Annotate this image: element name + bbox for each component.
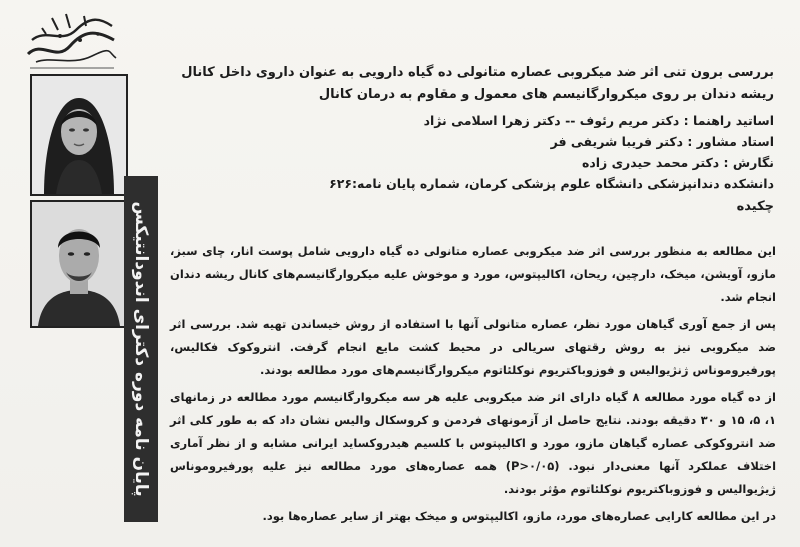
thesis-title: بررسی برون تنی اثر ضد میکروبی عصاره متانولی ده گیاه دارویی به عنوان داروی داخل کانال ریشه دندان بر روی میکروارگانیسم های معمول و مقاوم به درمان کانال [181, 65, 774, 102]
journal-logo [22, 10, 120, 72]
abstract-body [170, 240, 776, 532]
abstract-paragraph: از ده گیاه مورد مطالعه ۸ گیاه دارای اثر ضد میکروبی علیه هر سه میکروارگانیسم مورد مطالعه در زمانهای ۱، ۵، ۱۵ و ۳۰ دقیقه بودند. نتایج حاصل از آزمونهای فردمن و کروسکال والیس نشان داد که به طور کلی اثر ضد انتروکوکی عصاره گیاهان مازو، مورد و اکالیپتوس با کلسیم هیدروکساید ایرانی مشابه و از نظر آماری اختلاف عملکرد آنها معنی‌دار نبود. (P>۰/۰۵) همه عصاره‌های مورد مطالعه نیز علیه پورفیروموناس ژیژیوالیس و فوزوباکتریوم نوکلئاتوم مؤثر بودند. [170, 390, 777, 496]
abstract-heading: چکیده [736, 199, 774, 214]
male-author-photo [30, 200, 128, 328]
portrait-photo-icon [32, 202, 126, 326]
advisor-line: استاد مشاور : دکتر فریبا شریفی فر [550, 134, 774, 149]
institution-line: دانشکده دندانپزشکی دانشگاه علوم پزشکی کرمان، شماره پایان نامه:۶۲۶ [329, 176, 774, 191]
female-author-photo [30, 74, 128, 196]
thesis-metadata [170, 110, 774, 194]
author-line: نگارش : دکتر محمد حیدری زاده [581, 155, 774, 170]
abstract-paragraph: در این مطالعه کارایی عصاره‌های مورد، مازو، اکالیپتوس و میخک بهتر از سایر عصاره‌ها بود. [262, 509, 776, 523]
portrait-photo-icon [32, 76, 126, 194]
calligraphy-logo-icon [22, 10, 120, 72]
header-section [170, 62, 774, 218]
thesis-vertical-title: پایان نامه دوره دکترای اندودانتیکس [131, 201, 151, 497]
abstract-paragraph: پس از جمع آوری گیاهان مورد نظر، عصاره متانولی آنها با استفاده از روش خیساندن تهیه شد. بررسی اثر ضد میکروبی نیز به روش رقتهای سریالی در محیط کشت مایع انجام گرفت. انتروکوک فکالیس، پورفیروموناس ژنژیوالیس و فوزوباکتریوم نوکلئاتوم میکروارگانیسم‌های مورد مطالعه بودند. [170, 317, 776, 377]
abstract-paragraph: این مطالعه به منظور بررسی اثر ضد میکروبی عصاره متانولی ده گیاه دارویی شامل پوست انار، چای سبز، مازو، آویشن، میخک، دارچین، ریحان، اکالیپتوس، مورد و موخوش علیه میکروارگانیسم‌های کانال ریشه دندان انجام شد. [170, 244, 776, 304]
supervisors-line: اساتید راهنما : دکتر مریم رئوف -- دکتر زهرا اسلامی نژاد [423, 113, 774, 128]
